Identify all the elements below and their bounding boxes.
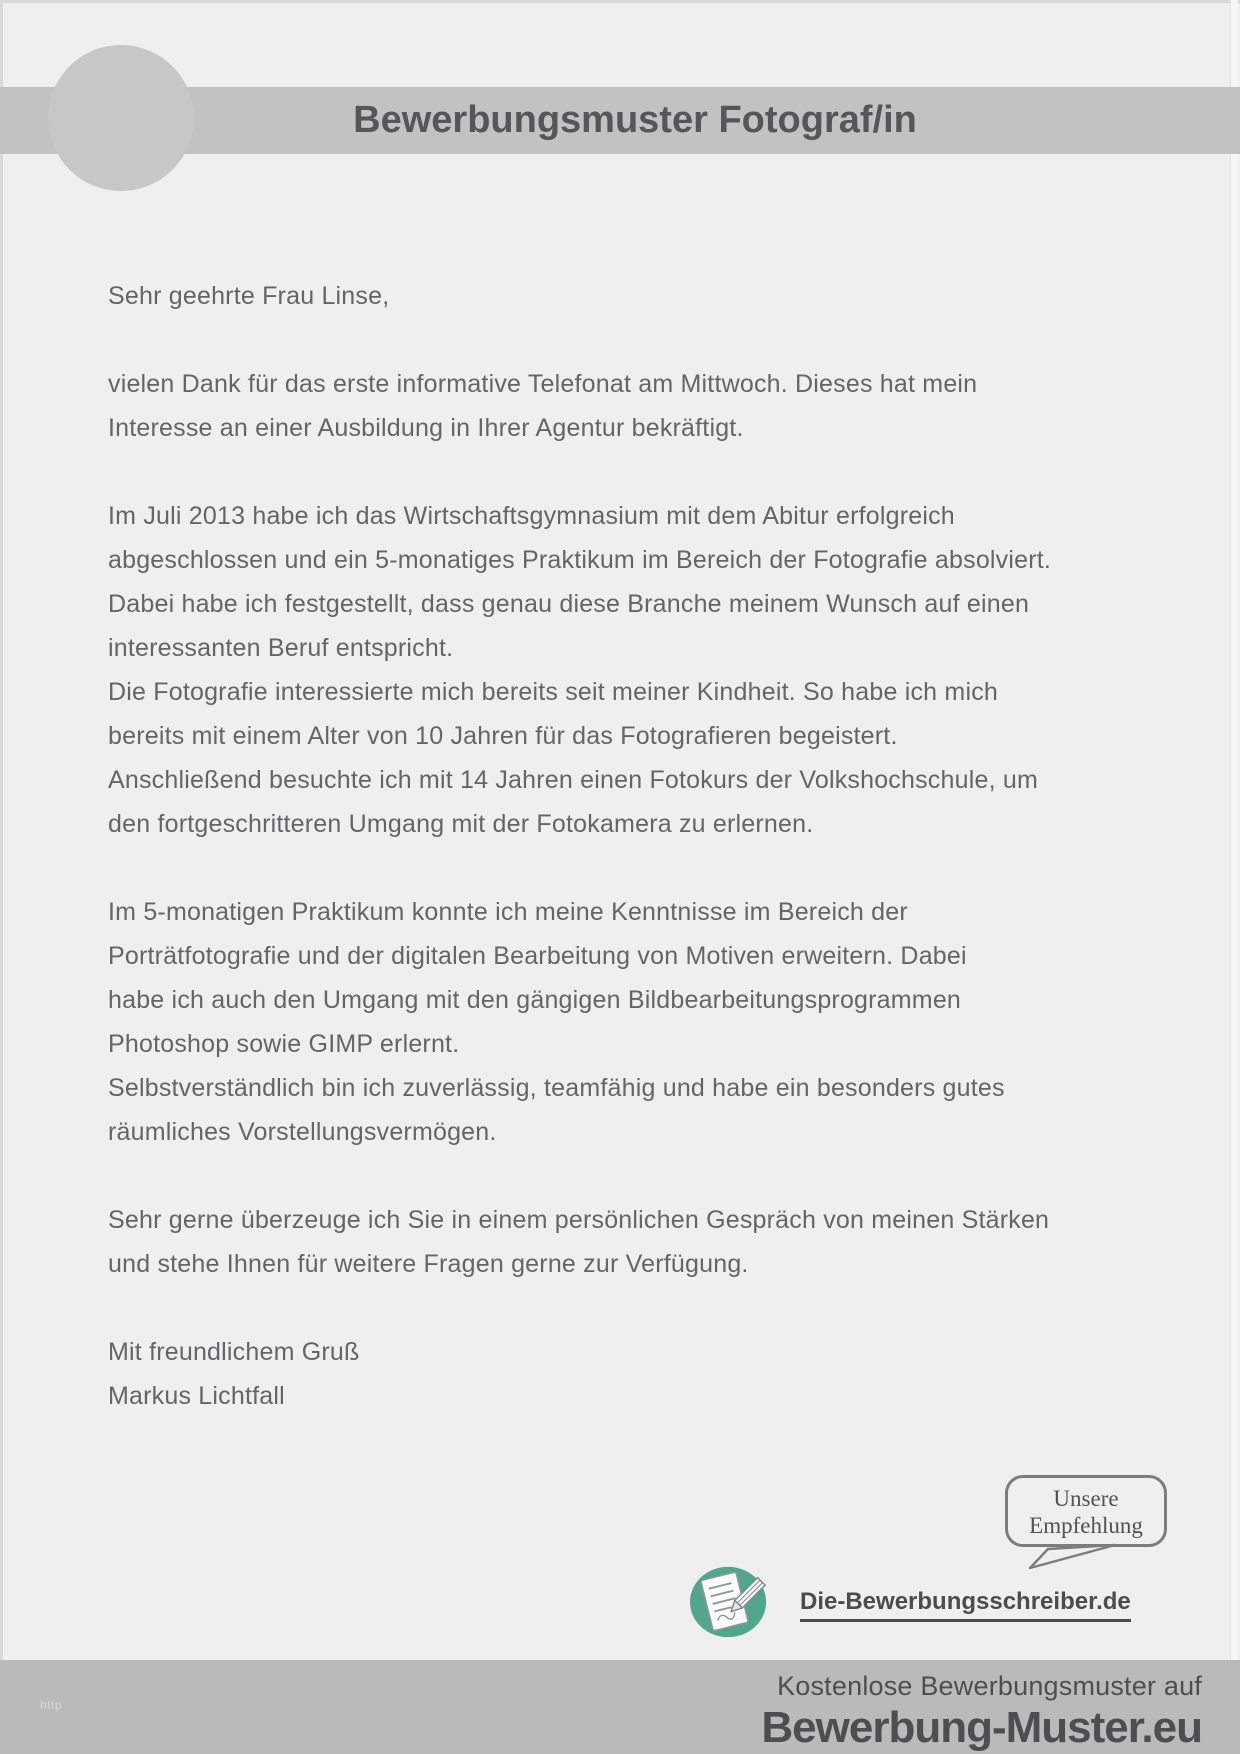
footer-tagline: Kostenlose Bewerbungsmuster auf [777,1671,1202,1701]
paragraph-intro [108,362,1051,450]
paragraph-skills [108,890,1051,1154]
closing-signature [108,1330,1051,1418]
letter-and-pencil-icon[interactable] [687,1561,773,1643]
bubble-text-line: Empfehlung [1029,1513,1143,1538]
page-title: Bewerbungsmuster Fotograf/in [353,99,917,141]
page-right-edge [1230,0,1238,1660]
letter-line: Photoshop sowie GIMP erlernt. [108,1030,460,1058]
paragraph-background [108,494,1051,846]
letter-line: Im Juli 2013 habe ich das Wirtschaftsgymnasium mit dem Abitur erfolgreich [108,502,955,530]
signature-name: Markus Lichtfall [108,1382,285,1410]
letter-line: Dabei habe ich festgestellt, dass genau diese Branche meinem Wunsch auf einen [108,590,1030,618]
paragraph-outro [108,1198,1051,1286]
recommendation-bubble [1005,1475,1167,1547]
letter-line: Anschließend besuchte ich mit 14 Jahren einen Fotokurs der Volkshochschule, um [108,766,1038,794]
letter-line: räumliches Vorstellungsvermögen. [108,1118,497,1146]
letter-line: abgeschlossen und ein 5-monatiges Praktikum im Bereich der Fotografie absolviert. [108,546,1052,574]
letter-line: den fortgeschritteren Umgang mit der Fotokamera zu erlernen. [108,810,814,838]
page-left-edge [0,0,3,1754]
letter-line: Interesse an einer Ausbildung in Ihrer Agentur bekräftigt. [108,414,744,442]
letter-line: Die Fotografie interessierte mich bereits seit meiner Kindheit. So habe ich mich [108,678,999,706]
letter-line: Im 5-monatigen Praktikum konnte ich meine Kenntnisse im Bereich der [108,898,908,926]
footer-watermark: http [40,1698,63,1712]
bubble-tail [1016,1540,1128,1576]
letter-line: bereits mit einem Alter von 10 Jahren für das Fotografieren begeistert. [108,722,898,750]
salutation [108,274,1051,318]
letter-line: Sehr geehrte Frau Linse, [108,282,390,310]
letter-line: Porträtfotografie und der digitalen Bearbeitung von Motiven erweitern. Dabei [108,942,967,970]
footer-text-block [761,1660,1202,1753]
letter-line: Selbstverständlich bin ich zuverlässig, teamfähig und habe ein besonders gutes [108,1074,1005,1102]
recommendation-link[interactable]: Die-Bewerbungsschreiber.de [800,1588,1131,1622]
letter-line: Sehr gerne überzeuge ich Sie in einem persönlichen Gespräch von meinen Stärken [108,1206,1050,1234]
footer-site-name: Bewerbung-Muster.eu [761,1703,1202,1752]
closing-line: Mit freundlichem Gruß [108,1338,360,1366]
footer-band [0,1660,1240,1754]
letter-line: vielen Dank für das erste informative Telefonat am Mittwoch. Dieses hat mein [108,370,978,398]
bubble-text-line: Unsere [1053,1486,1119,1511]
page-top-edge [0,0,1240,3]
letter-line: habe ich auch den Umgang mit den gängigen Bildbearbeitungsprogrammen [108,986,962,1014]
letter-line: und stehe Ihnen für weitere Fragen gerne zur Verfügung. [108,1250,749,1278]
letter-line: interessanten Beruf entspricht. [108,634,454,662]
letter-body [108,274,1051,1462]
